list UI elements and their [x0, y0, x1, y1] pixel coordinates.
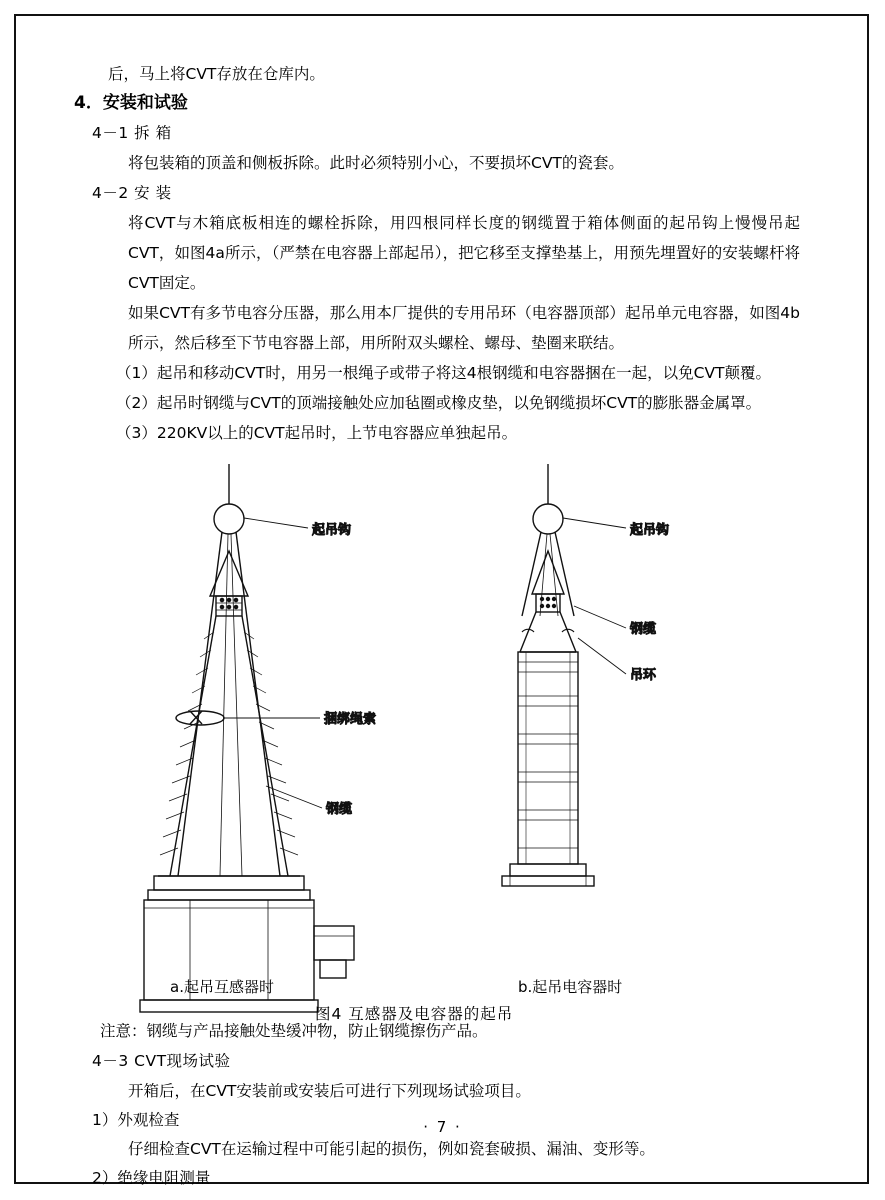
label-rope-left: 捆绑绳索: [324, 712, 377, 727]
paragraph-continuation: 后，马上将CVT存放在仓库内。: [108, 65, 325, 83]
section-heading-4-3: 4－3 CVT现场试验: [92, 1052, 231, 1070]
section-heading-4: 4．安装和试验: [74, 93, 188, 113]
section-heading-4-1: 4－1 拆 箱: [92, 124, 172, 142]
figure-note: 注意：钢缆与产品接触处垫缓冲物，防止钢缆擦伤产品。: [100, 1022, 488, 1040]
label-cable-left: 钢缆: [326, 802, 353, 817]
label-hook-right: 起吊钩: [630, 523, 670, 538]
list-item-1: （1）起吊和移动CVT时，用另一根绳子或带子将这4根钢缆和电容器捆在一起，以免CVT颠覆。: [116, 364, 772, 382]
figure-4-drawing: [70, 456, 800, 1016]
figure-caption-a: a.起吊互感器时: [170, 978, 274, 996]
list-item-2: （2）起吊时钢缆与CVT的顶端接触处应加毡圈或橡皮垫，以免钢缆损坏CVT的膨胀器金属罩。: [116, 394, 762, 412]
figure-caption-b: b.起吊电容器时: [518, 978, 623, 996]
list-item-3: （3）220KV以上的CVT起吊时，上节电容器应单独起吊。: [116, 424, 518, 442]
paragraph-4-1: 将包装箱的顶盖和侧板拆除。此时必须特别小心，不要损坏CVT的瓷套。: [128, 154, 624, 172]
label-cable-right: 钢缆: [630, 622, 657, 637]
page-content: [70, 60, 800, 1192]
paragraph-4-2-b: 如果CVT有多节电容分压器，那么用本厂提供的专用吊环（电容器顶部）起吊单元电容器，如图4b所示，然后移至下节电容器上部，用所附双头螺栓、螺母、垫圈来联结。: [128, 304, 800, 352]
label-ring-right: 吊环: [630, 668, 657, 683]
figure-title: 图4 互感器及电容器的起吊: [315, 1005, 514, 1023]
list-item-appearance-check: 1）外观检查: [92, 1111, 180, 1129]
paragraph-appearance-check: 仔细检查CVT在运输过程中可能引起的损伤，例如瓷套破损、漏油、变形等。: [128, 1140, 655, 1158]
figure-4: [70, 456, 800, 1023]
paragraph-4-3: 开箱后，在CVT安装前或安装后可进行下列现场试验项目。: [128, 1082, 531, 1100]
list-item-insulation-measurement: 2）绝缘电阻测量: [92, 1169, 211, 1187]
section-heading-4-2: 4－2 安 装: [92, 184, 172, 202]
paragraph-4-2-a: 将CVT与木箱底板相连的螺栓拆除，用四根同样长度的钢缆置于箱体侧面的起吊钩上慢慢吊起CVT，如图4a所示，（严禁在电容器上部起吊），把它移至支撑垫基上，用预先埋置好的安装螺杆将CVT固定。: [128, 214, 800, 292]
page-number: · 7 ·: [423, 1118, 462, 1136]
label-hook-left: 起吊钩: [312, 523, 352, 538]
